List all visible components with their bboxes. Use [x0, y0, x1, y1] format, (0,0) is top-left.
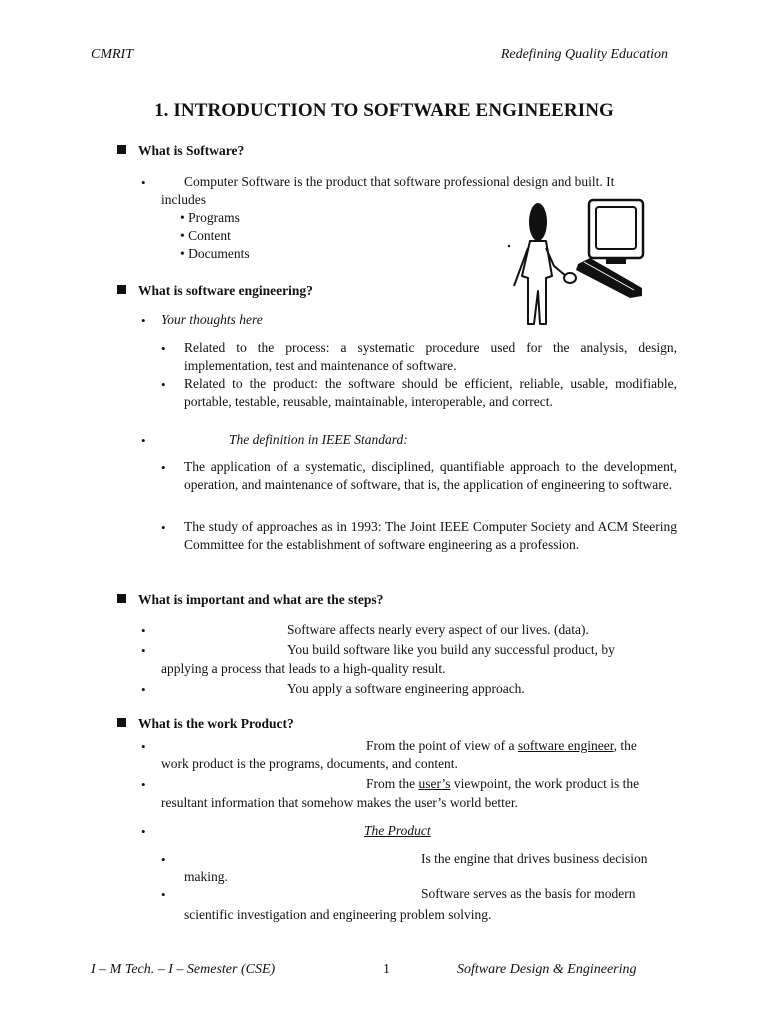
bullet-icon: •	[141, 739, 146, 754]
bullet-icon: •	[141, 313, 146, 328]
ieee-definition: The application of a systematic, disciplined, quantifiable approach to the development, operation, and maintenance of software, that is, the application of engineering to software.	[184, 459, 677, 492]
question-heading: What is software engineering?	[138, 283, 313, 298]
software-definition-line2: includes	[161, 192, 206, 207]
software-engineer-term: software engineer	[517, 738, 614, 753]
square-bullet-icon	[117, 285, 126, 294]
product-definition: Related to the product: the software should be efficient, reliable, usable, modifiable, portable, testable, reusable, maintainable, interoperable, and correct.	[184, 376, 677, 409]
bullet-icon: •	[141, 643, 146, 658]
sub-bullet-icon: •	[161, 520, 166, 535]
question-heading: What is important and what are the steps?	[138, 592, 384, 607]
head-icon	[529, 203, 547, 241]
study-of-approaches: The study of approaches as in 1993: The Joint IEEE Computer Society and ACM Steering Committee for the establishment of software engineering as a profession.	[184, 519, 677, 552]
header-left: CMRIT	[91, 47, 133, 62]
header-right: Redefining Quality Education	[500, 47, 668, 62]
software-definition-line1: Computer Software is the product that software professional design and built. It	[184, 174, 615, 189]
square-bullet-icon	[117, 718, 126, 727]
ieee-definition-label: The definition in IEEE Standard:	[229, 432, 408, 447]
user-view-line: resultant information that somehow makes the user’s world better.	[161, 795, 519, 810]
question-heading: What is the work Product?	[138, 716, 294, 731]
question-work-product	[117, 716, 294, 732]
sub-bullet-icon: •	[161, 341, 166, 356]
page-number: 1	[383, 962, 390, 977]
step-line: applying a process that leads to a high-quality result.	[161, 661, 446, 676]
bullet-icon: •	[141, 175, 146, 190]
user-view-line: From the user’s viewpoint, the work product is the	[366, 776, 640, 791]
thoughts-prompt: Your thoughts here	[161, 312, 263, 327]
product-point: making.	[184, 869, 228, 884]
sub-bullet-icon: •	[161, 887, 166, 902]
step-line: You build software like you build any successful product, by	[287, 642, 615, 657]
sub-bullet-icon: •	[161, 377, 166, 392]
list-item: • Programs	[180, 210, 240, 225]
sub-bullet-icon: •	[161, 460, 166, 475]
page-title: 1. INTRODUCTION TO SOFTWARE ENGINEERING	[154, 100, 614, 121]
bullet-icon: •	[141, 623, 146, 638]
bullet-icon: •	[141, 682, 146, 697]
product-point: Is the engine that drives business decision	[421, 851, 648, 866]
product-point: Software serves as the basis for modern	[421, 886, 636, 901]
footer-course: I – M Tech. – I – Semester (CSE)	[91, 962, 276, 977]
question-what-is-software-engineering	[117, 283, 313, 299]
person-at-computer-illustration	[500, 196, 660, 328]
list-item: • Content	[180, 228, 231, 243]
list-item: • Documents	[180, 246, 250, 261]
product-point: scientific investigation and engineering problem solving.	[184, 907, 492, 922]
engineer-view-line: work product is the programs, documents, and content.	[161, 756, 458, 771]
bullet-icon: •	[141, 433, 146, 448]
question-what-is-important	[117, 592, 383, 608]
square-bullet-icon	[117, 594, 126, 603]
the-product-heading: The Product	[364, 823, 431, 838]
question-heading: What is Software?	[138, 143, 245, 158]
step-line: Software affects nearly every aspect of our lives. (data).	[287, 622, 589, 637]
process-definition: Related to the process: a systematic procedure used for the analysis, design, implementation, test and maintenance of software.	[184, 340, 677, 373]
engineer-view-line: From the point of view of a software engineer, the	[366, 738, 637, 753]
bullet-icon: •	[141, 777, 146, 792]
footer-subject: Software Design & Engineering	[457, 962, 637, 977]
users-term: user’s	[418, 776, 451, 791]
step-line: You apply a software engineering approach.	[287, 681, 525, 696]
square-bullet-icon	[117, 145, 126, 154]
sub-bullet-icon: •	[161, 852, 166, 867]
question-what-is-software	[117, 143, 244, 159]
bullet-icon: •	[141, 824, 146, 839]
